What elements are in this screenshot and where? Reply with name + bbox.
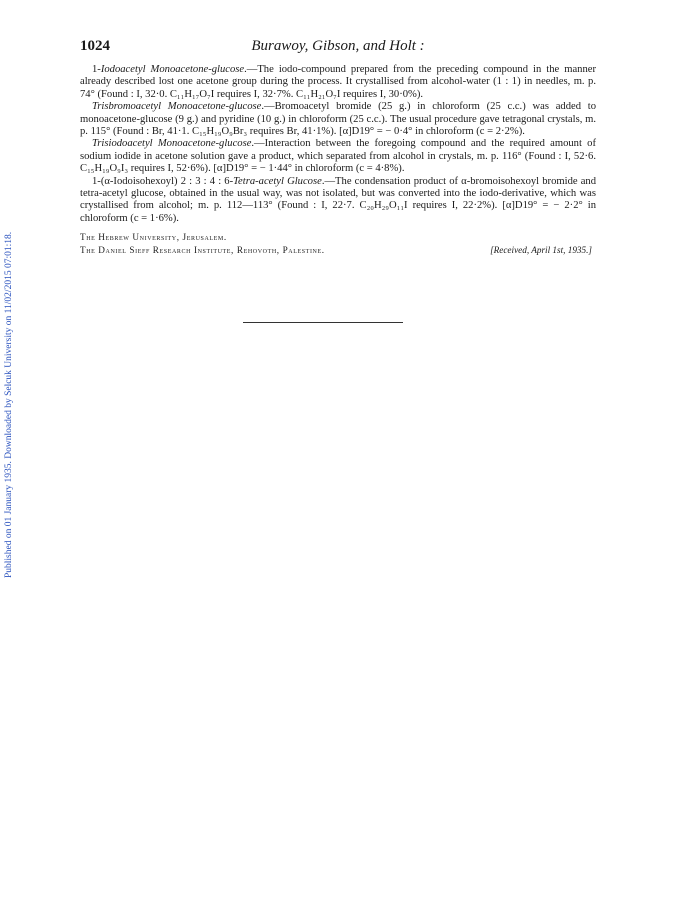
- article-body: [80, 64, 596, 256]
- received-date: [Received, April 1st, 1935.]: [490, 244, 592, 255]
- running-head: Burawoy, Gibson, and Holt :: [251, 38, 425, 54]
- compound-title: Trisiodoacetyl Monoacetone-glucose: [92, 138, 252, 150]
- affiliation-block: [80, 231, 596, 256]
- compound-title: Iodoacetyl Monoacetone-glucose: [100, 64, 245, 75]
- paragraph: [80, 101, 596, 138]
- download-watermark: Published on 01 January 1935. Downloaded by Selcuk University on 11/02/2015 07:01:18.: [4, 231, 14, 578]
- paragraph: [80, 138, 596, 175]
- paragraph-body: .—Interaction between the foregoing compound and the required amount of sodium iodide in acetone solution gave a product, which separated from alcohol in crystals, m. p. 116° (Found : I, 52·6. C₁₅H₁₉O₉I₃ requires I, 52·6%). [α]D19° = − 1·44° in chloroform (c = 4·8%).: [80, 138, 596, 175]
- compound-prefix: 1-: [92, 64, 101, 75]
- compound-title: Trisbromoacetyl Monoacetone-glucose: [92, 101, 262, 113]
- paragraph: [80, 176, 596, 226]
- paragraph-body: .—The condensation product of α-bromoisohexoyl bromide and tetra-acetyl glucose, obtained in the usual way, was not isolated, but was converted into the iodo-derivative, which was crystallised from alcohol; m. p. 112—113° (Found : I, 22·7. C₂₀H₂₉O₁₁I requires I, 22·2%). [α]D19° = − 2·2° in chloroform (c = 1·6%).: [80, 175, 597, 224]
- affiliation-row: [80, 244, 596, 256]
- compound-title: Tetra-acetyl Glucose: [233, 175, 322, 187]
- page-number: 1024: [80, 38, 110, 54]
- end-rule: [243, 322, 403, 323]
- paragraph: [80, 64, 596, 101]
- affiliation-line: The Hebrew University, Jerusalem.: [80, 232, 227, 243]
- paragraph-body: .—The iodo-compound prepared from the preceding compound in the manner already described lost one acetone group during the process. It crystallised from alcohol-water (1 : 1) in needles, m. p. 74° (Found : I, 32·0. C₁₁H₁₇O₇I requires I, 32·7%. C₁₁H₂₁O₇I requires I, 30·0%).: [80, 64, 596, 100]
- page-header: [80, 38, 596, 60]
- compound-prefix: 1-(α-Iodoisohexoyl) 2 : 3 : 4 : 6-: [92, 175, 234, 187]
- paragraph-body: .—Bromoacetyl bromide (25 g.) in chloroform (25 c.c.) was added to monoacetone-glucose (9 g.) and pyridine (10 g.) in chloroform (25 c.c.). The usual procedure gave tetragonal crystals, m. p. 115° (Found : Br, 41·1. C₁₅H₁₉O₉Br₃ requires Br, 41·1%). [α]D19° = − 0·4° in chloroform (c = 2·2%).: [80, 101, 596, 138]
- affiliation-line: The Daniel Sieff Research Institute, Rehovoth, Palestine.: [80, 244, 325, 255]
